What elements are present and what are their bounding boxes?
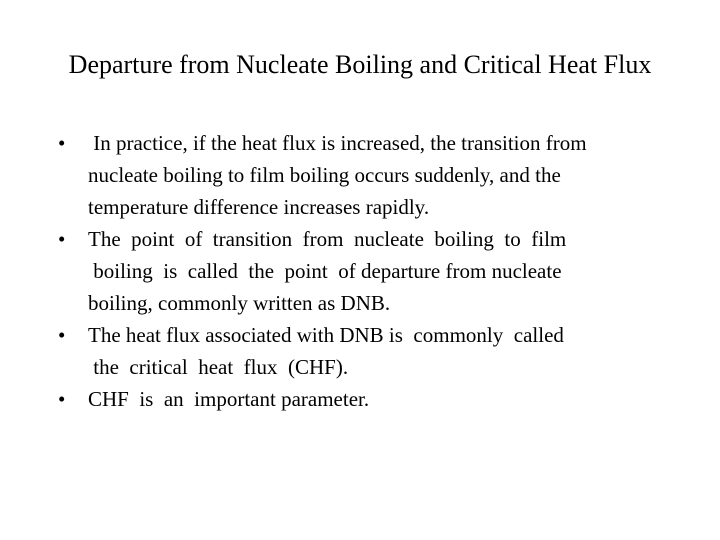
bullet-line: boiling is called the point of departure from nucleate — [88, 259, 562, 283]
bullet-item — [58, 223, 678, 319]
slide-title: Departure from Nucleate Boiling and Critical Heat Flux — [68, 50, 652, 79]
bullet-line: temperature difference increases rapidly. — [88, 195, 430, 219]
bullet-marker: • — [58, 323, 66, 347]
bullet-line: boiling, commonly written as DNB. — [88, 291, 391, 315]
bullet-item — [58, 127, 678, 223]
bullet-line: nucleate boiling to film boiling occurs suddenly, and the — [88, 163, 561, 187]
bullet-item — [58, 383, 678, 415]
bullet-line: the critical heat flux (CHF). — [88, 355, 349, 379]
bullet-list — [58, 127, 678, 415]
bullet-marker: • — [58, 227, 66, 251]
bullet-line: The point of transition from nucleate boiling to film — [88, 227, 567, 251]
bullet-line: The heat flux associated with DNB is commonly called — [88, 323, 564, 347]
bullet-line: In practice, if the heat flux is increased, the transition from — [88, 131, 587, 155]
bullet-marker: • — [58, 387, 66, 411]
bullet-line: CHF is an important parameter. — [88, 387, 370, 411]
bullet-marker: • — [58, 131, 66, 155]
bullet-item — [58, 319, 678, 383]
